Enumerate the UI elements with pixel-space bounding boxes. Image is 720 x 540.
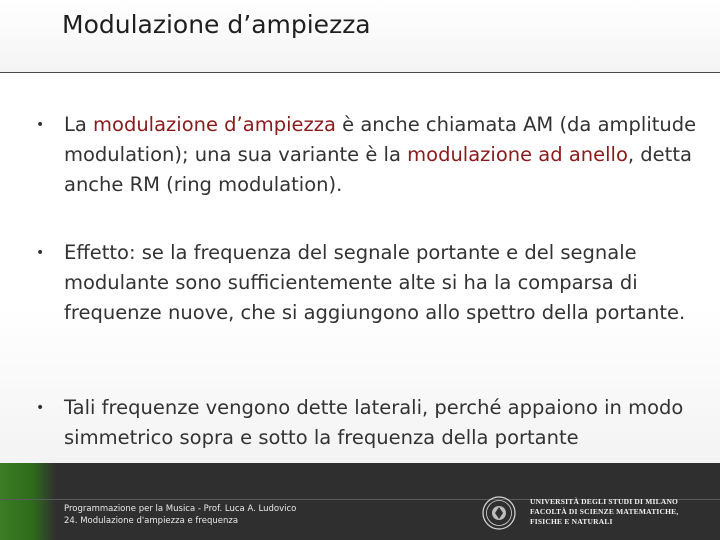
bullet-dot-icon: • (36, 400, 45, 416)
footer-course-line: Programmazione per la Musica - Prof. Luca A. Ludovico (64, 504, 297, 514)
university-name-block (530, 497, 678, 527)
highlight-am-term: modulazione d’ampiezza (93, 113, 336, 136)
faculty-line-2: FISICHE E NATURALI (530, 517, 613, 526)
slide-title: Modulazione d’ampiezza (62, 10, 371, 39)
bullet-dot-icon: • (36, 117, 45, 133)
footer-lecture-line: 24. Modulazione d'ampiezza e frequenza (64, 516, 239, 526)
university-name: UNIVERSITÀ DEGLI STUDI DI MILANO (530, 497, 679, 506)
footer-accent-bar (0, 463, 56, 540)
footer-course-info (64, 503, 296, 527)
highlight-ring-term: modulazione ad anello (407, 143, 628, 166)
bullet-item-1 (36, 110, 712, 200)
faculty-line-1: FACOLTÀ DI SCIENZE MATEMATICHE, (530, 507, 679, 516)
footer (0, 463, 720, 540)
bullet-2-text: Effetto: se la frequenza del segnale portante e del segnale modulante sono sufficientemente alte si ha la comparsa di frequenze nuove, che si aggiungono allo spettro della portante. (64, 241, 686, 324)
university-seal-icon (482, 496, 516, 530)
bullet-1-text-c: , detta anche RM (ring modulation). (64, 143, 692, 196)
bullet-item-2 (36, 238, 712, 328)
bullet-dot-icon: • (36, 245, 45, 261)
bullet-3-text: Tali frequenze vengono dette laterali, perché appaiono in modo simmetrico sopra e sotto la frequenza della portante (64, 396, 684, 449)
bullet-1-text-b: è anche chiamata AM (da amplitude modulation); una sua variante è la (64, 113, 697, 166)
bullet-item-3 (36, 393, 712, 453)
title-bar (0, 0, 720, 73)
bullet-1-text-a: La (64, 113, 94, 136)
